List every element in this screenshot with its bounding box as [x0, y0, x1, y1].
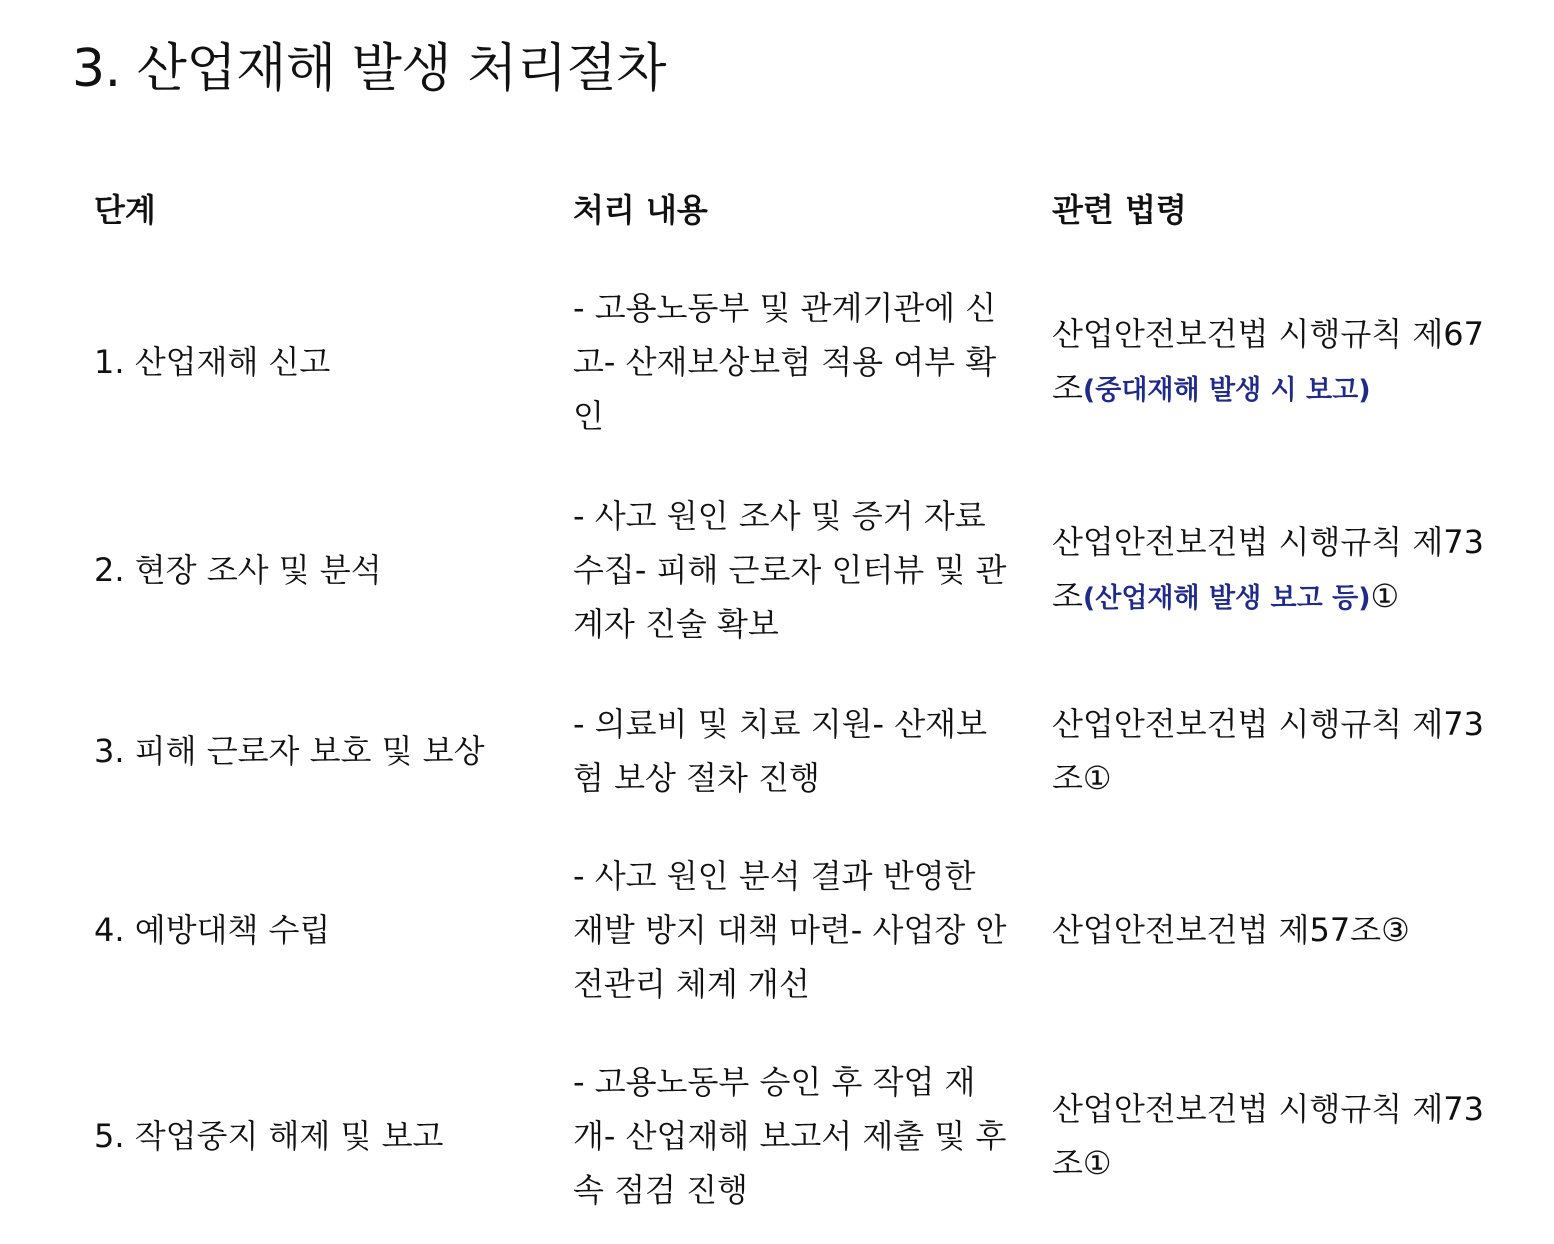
page-title: 3. 산업재해 발생 처리절차	[72, 39, 667, 99]
table-row	[94, 282, 1534, 442]
header-content: 처리 내용	[573, 191, 708, 229]
content-cell	[573, 696, 1013, 806]
law-text: 산업안전보건법 시행규칙 제73조①	[1052, 1090, 1485, 1182]
table-row	[94, 490, 1534, 650]
header-law: 관련 법령	[1052, 191, 1187, 229]
law-cell	[1052, 282, 1492, 442]
table-row	[94, 696, 1534, 806]
content-text: - 사고 원인 조사 및 증거 자료 수집- 피해 근로자 인터뷰 및 관계자 진술 확보	[573, 497, 1007, 643]
step-label: 1. 산업재해 신고	[94, 343, 331, 381]
content-cell	[573, 282, 1013, 442]
law-cell	[1052, 696, 1492, 806]
content-cell	[573, 490, 1013, 650]
step-cell	[94, 282, 534, 442]
step-cell	[94, 1056, 534, 1216]
content-text: - 고용노동부 승인 후 작업 재개- 산업재해 보고서 제출 및 후속 점검 진행	[573, 1063, 1007, 1209]
step-cell	[94, 696, 534, 806]
law-suffix: ①	[1370, 576, 1400, 615]
step-label: 3. 피해 근로자 보호 및 보상	[94, 732, 485, 770]
content-text: - 고용노동부 및 관계기관에 신고- 산재보상보험 적용 여부 확인	[573, 289, 997, 435]
header-step: 단계	[94, 191, 156, 229]
law-text: 산업안전보건법 시행규칙 제73조	[1052, 522, 1485, 615]
law-cell	[1052, 1056, 1492, 1216]
content-cell	[573, 1056, 1013, 1216]
step-label: 2. 현장 조사 및 분석	[94, 551, 382, 589]
table-row	[94, 850, 1534, 1010]
content-text: - 사고 원인 분석 결과 반영한 재발 방지 대책 마련- 사업장 안전관리 체계 개선	[573, 857, 1007, 1003]
law-link[interactable]: (중대재해 발생 시 보고)	[1082, 374, 1371, 406]
step-cell	[94, 850, 534, 1010]
table-header-row	[94, 180, 1534, 240]
law-link[interactable]: (산업재해 발생 보고 등)	[1082, 582, 1371, 614]
law-text: 산업안전보건법 제57조③	[1052, 911, 1410, 949]
law-cell	[1052, 850, 1492, 1010]
law-text: 산업안전보건법 시행규칙 제67조	[1052, 314, 1485, 407]
content-cell	[573, 850, 1013, 1010]
law-cell	[1052, 490, 1492, 650]
law-text: 산업안전보건법 시행규칙 제73조①	[1052, 705, 1485, 797]
content-text: - 의료비 및 치료 지원- 산재보험 보상 절차 진행	[573, 705, 987, 797]
step-label: 4. 예방대책 수립	[94, 911, 331, 949]
table-row	[94, 1056, 1534, 1216]
step-label: 5. 작업중지 해제 및 보고	[94, 1117, 444, 1155]
step-cell	[94, 490, 534, 650]
